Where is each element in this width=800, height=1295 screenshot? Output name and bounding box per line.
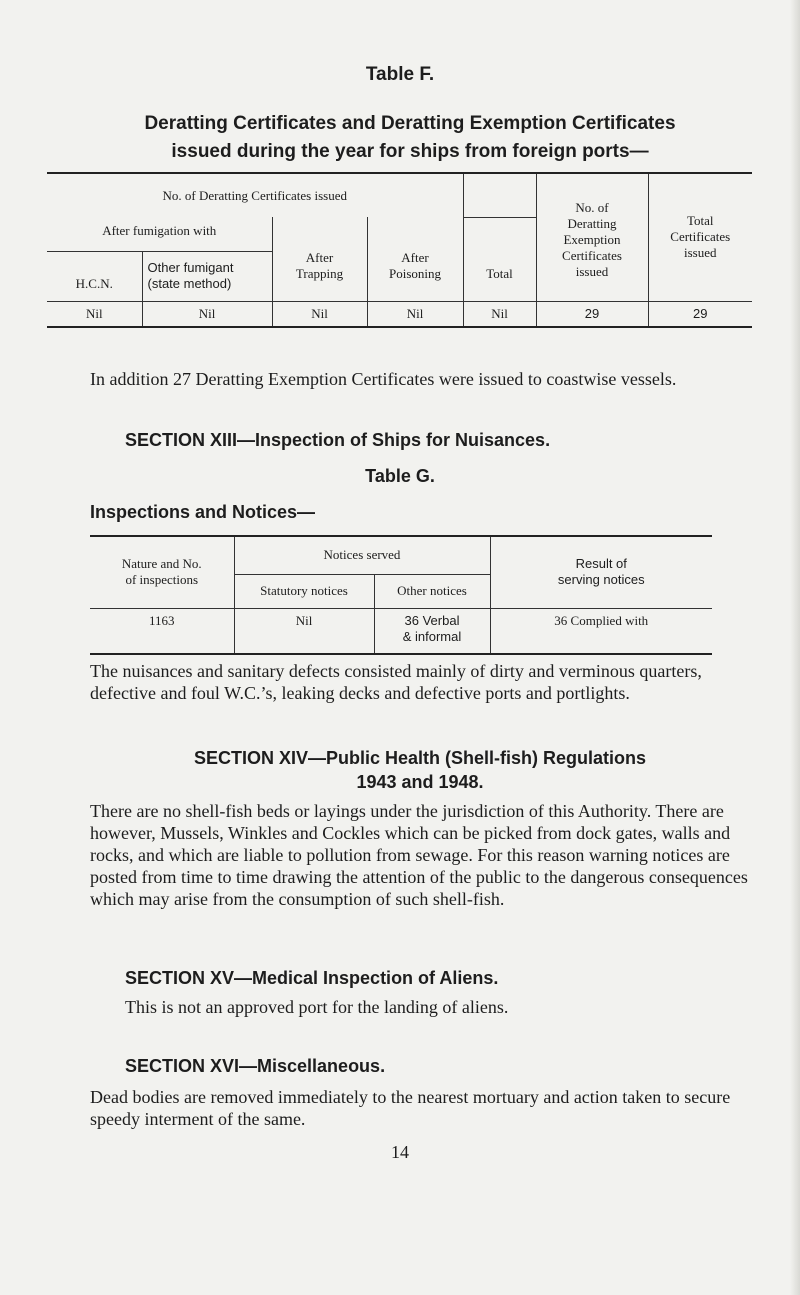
header-after-trapping: After Trapping xyxy=(272,217,367,301)
header-other-notices: Other notices xyxy=(374,574,490,608)
table-f-cell-total: Nil xyxy=(463,301,536,327)
table-f-cell-exemption: 29 xyxy=(536,301,648,327)
header-notices-served: Notices served xyxy=(234,536,490,574)
table-f xyxy=(47,172,752,328)
header-after-poisoning: After Poisoning xyxy=(367,217,463,301)
table-g-subheading: Inspections and Notices— xyxy=(90,502,316,522)
header-after-fumigation: After fumigation with xyxy=(47,217,272,251)
table-g-cell-result: 36 Complied with xyxy=(490,608,712,654)
nuisances-paragraph: The nuisances and sanitary defects consisted mainly of dirty and verminous quarters, defective and foul W.C.’s, leaking decks and defective ports and portlights. xyxy=(90,661,702,703)
coastwise-note: In addition 27 Deratting Exemption Certificates were issued to coastwise vessels. xyxy=(90,369,677,389)
header-total: Total xyxy=(463,217,536,301)
table-g-label: Table G. xyxy=(365,466,435,486)
table-f-cell-hcn: Nil xyxy=(47,301,142,327)
section-xv-heading: SECTION XV—Medical Inspection of Aliens. xyxy=(125,968,499,988)
header-statutory-notices: Statutory notices xyxy=(234,574,374,608)
table-g xyxy=(90,535,712,655)
header-deratting-certificates: No. of Deratting Certificates issued xyxy=(47,173,463,217)
table-f-cell-other-fumigant: Nil xyxy=(142,301,272,327)
miscellaneous-paragraph: Dead bodies are removed immediately to the nearest mortuary and action taken to secure speedy interment of the same. xyxy=(90,1087,731,1129)
table-g-cell-other: 36 Verbal & informal xyxy=(374,608,490,654)
header-exemption-certificates: No. of Deratting Exemption Certificates issued xyxy=(536,173,648,301)
header-empty xyxy=(463,173,536,217)
header-total-certificates: Total Certificates issued xyxy=(648,173,752,301)
table-g-cell-statutory: Nil xyxy=(234,608,374,654)
table-g-cell-nature: 1163 xyxy=(90,608,234,654)
table-f-cell-poisoning: Nil xyxy=(367,301,463,327)
section-xiv-heading: SECTION XIV—Public Health (Shell-fish) Regulations 1943 and 1948. xyxy=(193,748,647,792)
section-xvi-heading: SECTION XVI—Miscellaneous. xyxy=(125,1056,386,1076)
page-number: 14 xyxy=(391,1142,409,1162)
header-nature-inspections: Nature and No. of inspections xyxy=(90,536,234,608)
page-edge-shadow xyxy=(790,0,800,1295)
table-f-cell-trapping: Nil xyxy=(272,301,367,327)
header-other-fumigant: Other fumigant (state method) xyxy=(142,251,272,301)
table-f-cell-total-certificates: 29 xyxy=(648,301,752,327)
table-f-label: Table F. xyxy=(365,64,435,85)
table-f-title: Deratting Certificates and Deratting Exemption Certificates issued during the year for ships from foreign ports— xyxy=(144,113,676,162)
shellfish-paragraph: There are no shell-fish beds or layings under the jurisdiction of this Authority. There are however, Mussels, Winkles and Cockles which can be picked from dock gates, walls and rocks, and which are liable to pollution from sewage. For this reason warning notices are posted from time to time drawing the attention of the public to the dangerous consequences which may arise from the consumption of such shell-fish. xyxy=(90,801,748,909)
section-xiii-heading: SECTION XIII—Inspection of Ships for Nuisances. xyxy=(125,430,551,450)
header-result-serving: Result of serving notices xyxy=(490,536,712,608)
aliens-paragraph: This is not an approved port for the landing of aliens. xyxy=(125,997,509,1017)
header-hcn: H.C.N. xyxy=(47,251,142,301)
